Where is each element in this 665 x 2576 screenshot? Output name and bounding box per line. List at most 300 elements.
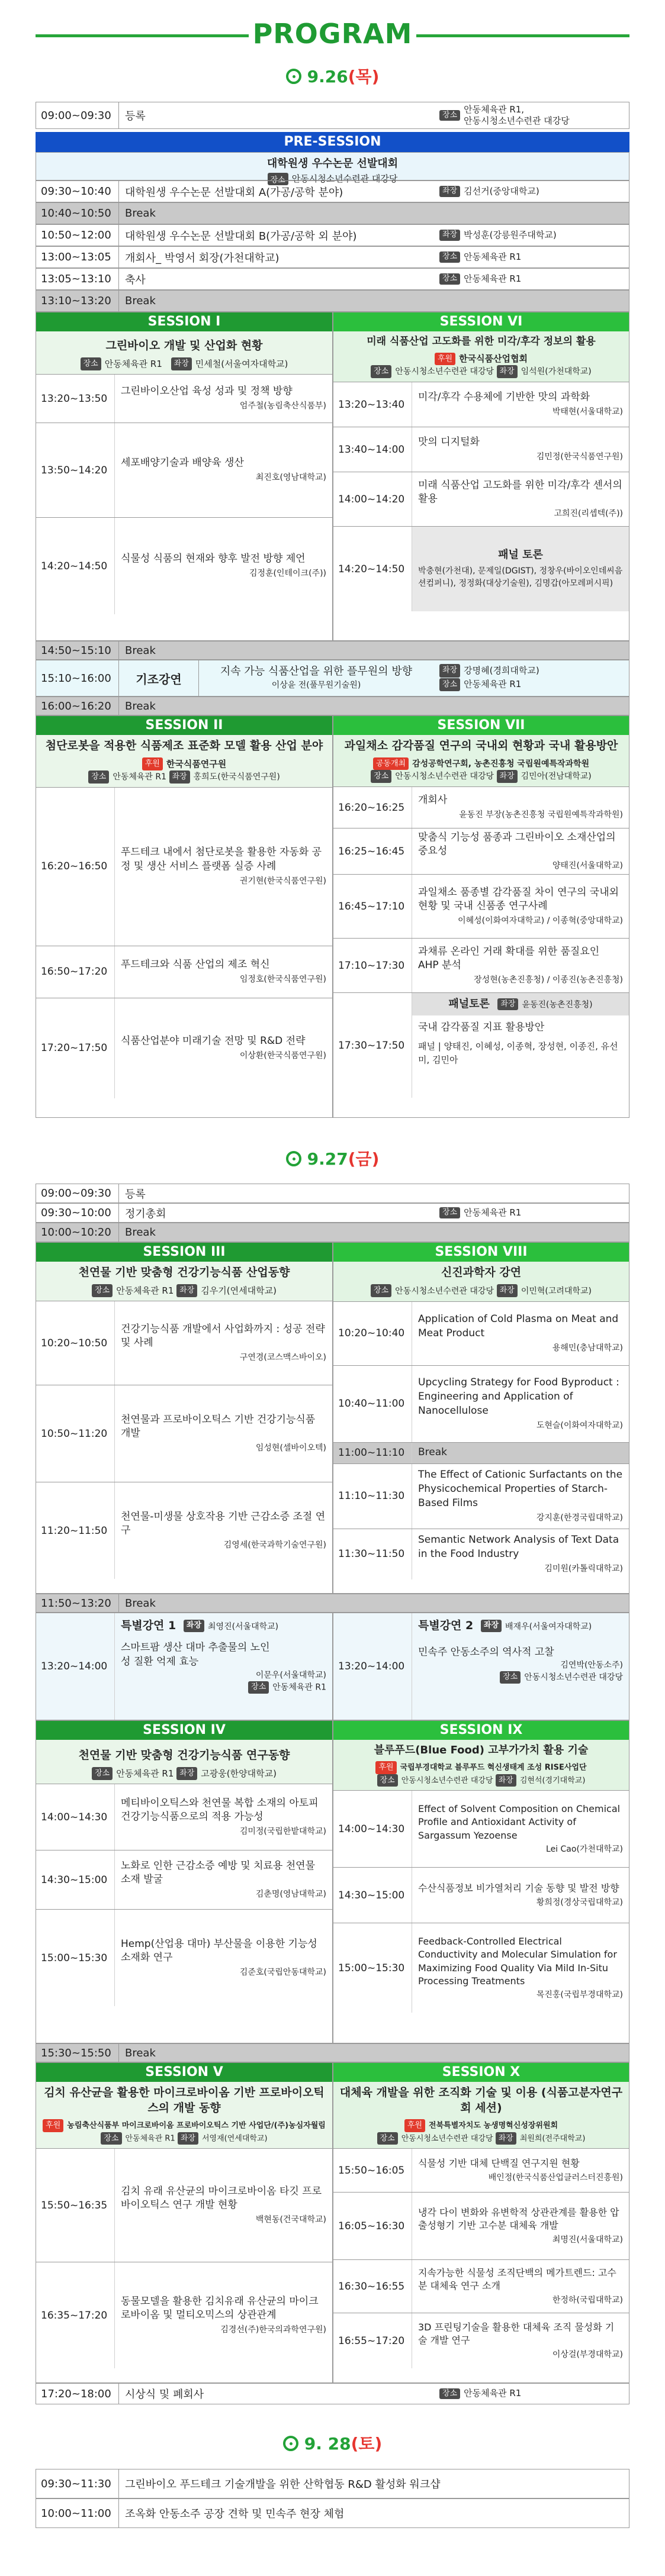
keynote-location: 안동체육관 R1 — [464, 679, 522, 690]
item-title: 메티바이오틱스와 천연물 복합 소재의 아토피건강기능식품으로의 적용 가능성 — [121, 1797, 319, 1823]
item-speaker: 이상걸(부경대학교) — [552, 2349, 623, 2359]
location-tag: 장소 — [371, 770, 391, 783]
location-tag: 장소 — [377, 1774, 398, 1787]
general-meeting-row — [36, 1203, 629, 1223]
item-title: 맞춤식 기능성 품종과 그린바이오 소재산업의 중요성 — [418, 831, 616, 857]
session-5-item — [36, 2148, 332, 2262]
item-time: 15:00~15:30 — [333, 1923, 412, 2013]
item-body — [115, 1385, 332, 1482]
session-1-title: 그린바이오 개발 및 산업화 현황 — [36, 331, 332, 357]
item-time: 14:30~15:00 — [333, 1868, 412, 1923]
item-time: 13:20~14:00 — [333, 1613, 412, 1720]
item-speaker: 권기현(한국식품연구원) — [239, 876, 326, 886]
session-9-item — [333, 1923, 629, 2013]
row-location — [433, 1204, 629, 1222]
item-speaker: 김민정(한국식품연구원) — [536, 452, 623, 462]
panel-members: 패널 | 양태진, 이혜성, 이종혁, 장성현, 이종진, 유선미, 김민아 — [418, 1041, 618, 1065]
session-7-host: 감성공학연구회, 농촌진흥청 국립원예특작과학원 — [412, 759, 590, 769]
session-9-title: 블루푸드(Blue Food) 고부가가치 활용 기술 — [333, 1740, 629, 1761]
chair-tag: 좌장 — [497, 998, 518, 1010]
item-body — [412, 2313, 629, 2368]
item-speaker: 강지훈(한경국립대학교) — [536, 1513, 623, 1523]
chair-tag: 좌장 — [439, 230, 460, 241]
session-2-header: SESSION II — [36, 716, 332, 735]
item-speaker: 최진호(영남대학교) — [255, 473, 326, 483]
row-label: 대학원생 우수논문 선발대회 A(가공/공학 분야) — [125, 186, 343, 199]
location-tag: 장소 — [92, 1284, 113, 1297]
session-2-meta — [36, 757, 332, 787]
chair-tag: 좌장 — [439, 186, 460, 197]
row-time: 13:10~13:20 — [36, 291, 119, 311]
row-label: 축사 — [125, 273, 146, 286]
item-title: 푸드테크와 식품 산업의 제조 혁신 — [121, 959, 270, 971]
session-8-item — [333, 1365, 629, 1442]
session-7 — [333, 715, 629, 1118]
location-tag: 장소 — [439, 252, 460, 263]
host-tag: 후원 — [375, 1761, 396, 1774]
break-row — [36, 697, 629, 715]
item-speaker: 용해민(충남대학교) — [552, 1343, 623, 1353]
item-body — [412, 1868, 629, 1923]
session-7-title: 과일채소 감각품질 연구의 국내외 현황과 국내 활용방안 — [333, 735, 629, 757]
item-body — [412, 1443, 629, 1463]
session-6-item — [333, 472, 629, 526]
row-location — [433, 225, 629, 246]
session-5-chair: 서영재(연세대학교) — [202, 2134, 268, 2143]
session-2 — [36, 715, 333, 1118]
item-title: 식물성 기반 대체 단백질 연구지원 현황 — [418, 2158, 580, 2169]
session-4-header: SESSION IV — [36, 1721, 332, 1740]
item-body — [115, 375, 332, 423]
session-4-title: 천연물 기반 맞춤형 건강기능식품 연구동향 — [36, 1740, 332, 1767]
session-7-location: 안동시청소년수련관 대강당 — [395, 772, 494, 782]
row-time: 09:00~09:30 — [36, 1184, 119, 1202]
session-2-item — [36, 998, 332, 1098]
host-tag: 공동개최 — [373, 757, 409, 770]
item-body — [412, 2149, 629, 2192]
item-body — [412, 2260, 629, 2313]
keynote-chair: 강명혜(경희대학교) — [464, 665, 539, 676]
chair-text: 박성훈(강릉원주대학교) — [464, 229, 557, 240]
presession-subtitle: 대학원생 우수논문 선발대회 — [266, 157, 399, 170]
location-text: 안동체육관 R1 — [464, 1207, 522, 1218]
panel-chair: 윤동진(농촌진흥청) — [522, 1000, 593, 1010]
item-body — [412, 875, 629, 938]
session-8-item — [333, 1301, 629, 1365]
header-line-right — [416, 34, 629, 37]
session-5-location: 안동체육관 R1 — [125, 2134, 175, 2143]
item-body — [115, 946, 332, 998]
row-location — [433, 2384, 629, 2404]
session-3-chair: 김우기(연세대학교) — [201, 1285, 277, 1296]
item-title: Break — [418, 1446, 447, 1459]
row-label: Break — [125, 644, 156, 657]
location-tag: 장소 — [371, 1284, 391, 1297]
chair-tag: 좌장 — [176, 1767, 197, 1780]
session-3-meta — [36, 1284, 332, 1301]
session-7-meta — [333, 757, 629, 787]
item-title: 3D 프린팅기술을 활용한 대체육 조직 물성화 기술 개발 연구 — [418, 2322, 615, 2346]
chair-tag: 좌장 — [496, 1774, 516, 1787]
chair-tag: 좌장 — [176, 1284, 197, 1297]
keynote-meta — [433, 660, 629, 696]
session-7-item — [333, 874, 629, 938]
chair-tag: 좌장 — [169, 770, 190, 784]
row-location — [433, 181, 629, 202]
item-body — [115, 423, 332, 517]
session-8-header: SESSION VIII — [333, 1243, 629, 1262]
host-tag: 후원 — [404, 2119, 425, 2132]
item-speaker: 김준호(국립안동대학교) — [239, 1968, 326, 1978]
item-title: Semantic Network Analysis of Text Data in the Food Industry — [418, 1534, 619, 1560]
session-8-break — [333, 1442, 629, 1463]
keynote-label: 기조강연 — [119, 660, 199, 696]
item-speaker: 구연경(코스맥스바이오) — [239, 1353, 326, 1363]
item-speaker: 엄주철(농림축산식품부) — [239, 401, 326, 411]
presession-break-row — [36, 202, 629, 224]
day2-date: 9.27 — [307, 1149, 348, 1169]
session-5-meta — [36, 2119, 332, 2148]
item-time: 16:20~16:50 — [36, 788, 115, 946]
row-time: 13:05~13:10 — [36, 269, 119, 289]
chair-tag: 좌장 — [439, 664, 460, 677]
location-tag: 장소 — [439, 110, 460, 121]
row-location — [433, 269, 629, 289]
session-9-chair: 김현석(경기대학교) — [519, 1776, 586, 1785]
session-10-item — [333, 2192, 629, 2259]
item-time: 15:50~16:35 — [36, 2149, 115, 2262]
day1-heading — [0, 64, 665, 92]
row-time: 10:00~11:00 — [36, 2499, 119, 2527]
clock-icon — [286, 69, 301, 84]
item-speaker: 윤동진 부장(농촌진흥청 국립원예특작과학원) — [459, 810, 623, 820]
item-title: 푸드테크 내에서 첨단로봇을 활용한 자동화 공정 및 생산 서비스 플랫폼 실증 사례 — [121, 846, 322, 873]
item-title: Application of Cold Plasma on Meat and Meat Product — [418, 1313, 619, 1339]
location-text: 안동체육관 R1 — [464, 273, 522, 284]
item-time: 11:00~11:10 — [333, 1443, 412, 1463]
item-time: 16:55~17:20 — [333, 2313, 412, 2368]
item-time: 16:20~16:25 — [333, 787, 412, 828]
session-4-location: 안동체육관 R1 — [116, 1768, 174, 1779]
item-body — [115, 1784, 332, 1850]
session-9-meta — [333, 1761, 629, 1790]
item-body — [115, 788, 332, 946]
presession-row-a — [36, 180, 629, 202]
item-body — [412, 1923, 629, 2013]
host-tag: 후원 — [142, 757, 163, 770]
day3-heading — [0, 2431, 665, 2459]
session-4-item — [36, 1850, 332, 1909]
item-title: 식품산업분야 미래기술 전망 및 R&D 전략 — [121, 1035, 306, 1047]
clock-icon — [283, 2436, 298, 2451]
session-5-item — [36, 2262, 332, 2368]
item-body — [412, 382, 629, 427]
item-speaker: 김춘명(영남대학교) — [255, 1890, 326, 1900]
row-label: Break — [125, 1226, 156, 1239]
item-body — [412, 427, 629, 472]
item-time: 10:20~10:50 — [36, 1301, 115, 1385]
session-2-host: 한국식품연구원 — [166, 758, 227, 769]
session-10 — [333, 2062, 629, 2383]
clock-icon — [286, 1151, 301, 1166]
session-8-meta — [333, 1284, 629, 1301]
session-1-location: 안동체육관 R1 — [104, 358, 162, 369]
program-header — [36, 12, 629, 58]
session-5-title: 김치 유산균을 활용한 마이크로바이옴 기반 프로바이오틱스의 개발 동향 — [36, 2082, 332, 2119]
keynote-speaker: 이상윤 전(풀무원기술원) — [271, 681, 361, 691]
row-location — [433, 102, 629, 128]
session-8-title: 신진과학자 강연 — [333, 1262, 629, 1284]
item-body — [115, 518, 332, 614]
break-row — [36, 2043, 629, 2062]
special-2-location: 안동시청소년수련관 대강당 — [524, 1672, 623, 1682]
row-time: 11:50~13:20 — [36, 1594, 119, 1612]
host-tag: 후원 — [43, 2119, 63, 2132]
session-7-chair: 김민아(전남대학교) — [521, 772, 592, 782]
item-time: 16:05~16:30 — [333, 2193, 412, 2259]
item-title: 건강기능식품 개발에서 사업화까지 : 성공 전략 및 사례 — [121, 1323, 325, 1349]
item-time: 10:50~11:20 — [36, 1385, 115, 1482]
row-label: 시상식 및 폐회사 — [125, 2388, 204, 2401]
item-title: 개회사 — [418, 794, 448, 807]
item-time: 13:20~13:50 — [36, 375, 115, 423]
item-body — [412, 472, 629, 526]
item-speaker: 양태진(서울대학교) — [552, 861, 623, 871]
session-9-item — [333, 1867, 629, 1923]
session-8-item — [333, 1529, 629, 1579]
item-time: 13:20~13:40 — [333, 382, 412, 427]
special-2-title: 민속주 안동소주의 역사적 고찰 — [418, 1646, 554, 1658]
item-body — [115, 1850, 332, 1909]
item-speaker: 장성현(농촌진흥청) / 이종진(농촌진흥청) — [474, 975, 623, 985]
item-speaker: 이상환(한국식품연구원) — [239, 1050, 326, 1060]
session-6-item — [333, 382, 629, 427]
item-body — [115, 1910, 332, 2006]
day2-heading — [0, 1146, 665, 1175]
item-title: Feedback-Controlled Electrical Conductivity and Molecular Simulation for Maximizing Food Quality Via Mild In-Situ Processing Treatments — [418, 1935, 617, 1987]
chair-text: 김선거(중앙대학교) — [464, 185, 539, 196]
host-tag: 후원 — [435, 353, 455, 366]
session-7-item — [333, 938, 629, 992]
item-title: 그린바이오산업 육성 성과 및 정책 방향 — [121, 385, 293, 398]
program-title: PROGRAM — [252, 18, 413, 50]
session-1-meta — [36, 357, 332, 375]
chair-tag: 좌장 — [497, 365, 518, 378]
tour-row — [36, 2498, 629, 2528]
row-time: 09:30~10:40 — [36, 181, 119, 202]
session-3-item — [36, 1385, 332, 1482]
item-title: 천연물과 프로바이오틱스 기반 건강기능식품 개발 — [121, 1413, 316, 1440]
session-7-panel — [333, 992, 629, 1098]
item-speaker: 도현슬(이화여자대학교) — [536, 1420, 623, 1430]
session-3 — [36, 1242, 333, 1594]
row-label: Break — [125, 2046, 156, 2059]
session-10-item — [333, 2148, 629, 2192]
item-time: 13:20~14:00 — [36, 1613, 115, 1720]
item-speaker: Lei Cao(가천대학교) — [546, 1845, 623, 1855]
item-title: 냉각 다이 변화와 유변학적 상관관계를 활용한 압출성형기 기반 고수분 대체육 개발 — [418, 2207, 619, 2232]
panel-header — [412, 993, 629, 1015]
session-3-title: 천연물 기반 맞춤형 건강기능식품 산업동향 — [36, 1262, 332, 1284]
session-1-header: SESSION I — [36, 312, 332, 331]
row-label: 등록 — [125, 110, 146, 122]
item-speaker: 배인정(한국식품산업클러스터진흥원) — [488, 2172, 623, 2182]
row-time: 10:50~12:00 — [36, 225, 119, 246]
session-10-chair: 최원희(전주대학교) — [519, 2134, 586, 2143]
presession-subheader — [36, 152, 629, 185]
item-body — [115, 1482, 332, 1579]
session-9-item — [333, 1790, 629, 1867]
item-title: 세포배양기술과 배양육 생산 — [121, 457, 244, 469]
special-2-body — [412, 1613, 629, 1720]
row-time: 14:50~15:10 — [36, 641, 119, 659]
row-label: 그린바이오 푸드테크 기술개발을 위한 산학협동 R&D 활성화 워크샵 — [125, 2478, 441, 2491]
item-speaker: 황희정(경상국립대학교) — [536, 1897, 623, 1907]
item-speaker: 임정호(한국식품연구원) — [239, 974, 326, 984]
location-text: 안동체육관 R1 — [464, 2388, 522, 2399]
item-time: 14:00~14:30 — [333, 1791, 412, 1867]
chair-tag: 좌장 — [171, 357, 192, 370]
item-time: 14:20~14:50 — [36, 518, 115, 614]
panel-members: 박충현(가천대), 문제일(DGIST), 정창우(바이오인데씨음션컴퍼니), 정정화(대상기술원), 김명갑(아모레퍼시픽) — [418, 566, 623, 589]
item-time: 13:40~14:00 — [333, 427, 412, 472]
row-label: Break — [125, 1597, 156, 1610]
session-3-header: SESSION III — [36, 1243, 332, 1262]
item-speaker: 고희진(리셉텍(주)) — [554, 509, 623, 519]
row-time: 15:10~16:00 — [36, 660, 119, 696]
item-title: Upcycling Strategy for Food Byproduct : Engineering and Application of Nanocellulose — [418, 1376, 619, 1417]
session-8 — [333, 1242, 629, 1594]
session-6-host: 한국식품산업협회 — [459, 353, 528, 364]
row-label: 대학원생 우수논문 선발대회 B(가공/공학 외 분야) — [125, 230, 357, 243]
row-label: Break — [125, 207, 156, 220]
special-1-location: 안동체육관 R1 — [272, 1682, 326, 1692]
item-title: 과채류 온라인 거래 확대를 위한 품질요인 AHP 분석 — [418, 945, 600, 972]
row-label: 정기총회 — [125, 1207, 166, 1220]
item-title: 식물성 식품의 현재와 향후 발전 방향 제언 — [121, 553, 306, 565]
day1-dow: (목) — [348, 67, 380, 86]
day1-date: 9.26 — [307, 67, 348, 86]
item-body — [412, 828, 629, 874]
session-2-item — [36, 787, 332, 946]
session-6-chair: 임석원(가천대학교) — [521, 367, 592, 377]
item-speaker: 김미정(국립한밭대학교) — [239, 1827, 326, 1837]
item-body — [412, 1366, 629, 1442]
session-10-title: 대체육 개발을 위한 조직화 기술 및 이용 (식품고분자연구회 세션) — [333, 2082, 629, 2119]
session-9 — [333, 1720, 629, 2043]
panel-title: 패널토론 — [448, 998, 490, 1011]
item-speaker: 최명진(서울대학교) — [552, 2235, 623, 2245]
item-speaker: 박태현(서울대학교) — [552, 407, 623, 417]
item-time: 14:00~14:20 — [333, 472, 412, 526]
location-tag: 장소 — [101, 2132, 121, 2145]
chair-tag: 좌장 — [178, 2132, 198, 2145]
day2-registration-row — [36, 1184, 629, 1203]
break-row — [36, 290, 629, 312]
item-speaker: 김경선(주)한국의과학연구원) — [220, 2325, 326, 2335]
session-1-item — [36, 374, 332, 423]
panel-topic: 국내 감각품질 지표 활용방안 — [418, 1021, 545, 1033]
location-tag: 장소 — [268, 173, 288, 185]
special-1-body — [115, 1613, 332, 1720]
item-time: 15:50~16:05 — [333, 2149, 412, 2192]
item-time: 16:25~16:45 — [333, 828, 412, 874]
session-10-header: SESSION X — [333, 2063, 629, 2082]
chair-tag: 좌장 — [497, 1284, 518, 1297]
break-row — [36, 1223, 629, 1242]
row-label: 개회사_ 박영서 회장(가천대학교) — [125, 252, 280, 265]
item-time: 17:10~17:30 — [333, 939, 412, 992]
session-6-item — [333, 427, 629, 472]
item-speaker: 김미원(카톨릭대학교) — [544, 1563, 623, 1574]
presession-row-b — [36, 224, 629, 246]
item-title: 미래 식품산업 고도화를 위한 미각/후각 센서의 활용 — [418, 479, 622, 505]
session-6-panel — [333, 526, 629, 611]
congrats-row — [36, 268, 629, 290]
session-9-header: SESSION IX — [333, 1721, 629, 1740]
day2-dow: (금) — [348, 1149, 380, 1169]
session-7-item — [333, 828, 629, 874]
session-9-host: 국립부경대학교 블루푸드 혁신생태계 조성 RISE사업단 — [400, 1763, 587, 1772]
item-title: 지속가능한 식물성 조직단백의 메가트렌드: 고수분 대체육 연구 소개 — [418, 2267, 616, 2292]
row-label: 등록 — [125, 1188, 146, 1201]
item-title: Effect of Solvent Composition on Chemical Profile and Antioxidant Activity of Sargassum Yezoense — [418, 1803, 621, 1841]
chair-tag: 좌장 — [184, 1620, 204, 1632]
row-time: 16:00~16:20 — [36, 697, 119, 715]
item-title: 과일채소 품종별 감각품질 차이 연구의 국내외 현황 및 국내 신품종 연구사례 — [418, 886, 619, 913]
item-time: 14:00~14:30 — [36, 1784, 115, 1850]
item-body — [115, 2149, 332, 2262]
session-8-item — [333, 1463, 629, 1529]
session-6-header: SESSION VI — [333, 312, 629, 331]
item-body — [412, 1464, 629, 1529]
session-9-location: 안동시청소년수련관 대강당 — [401, 1776, 493, 1785]
day3-date: 9. 28 — [304, 2434, 351, 2454]
item-body — [412, 993, 629, 1098]
item-speaker: 임성현(셀바이오텍) — [255, 1443, 326, 1453]
location-tag: 장소 — [248, 1681, 269, 1694]
session-4-item — [36, 1784, 332, 1850]
special-1-title: 스마트팜 생산 대마 추출물의 노인성 질환 억제 효능 — [121, 1641, 270, 1668]
item-title: 노화로 인한 근감소증 예방 및 치료용 천연물 소재 발굴 — [121, 1859, 316, 1886]
location-tag: 장소 — [377, 2132, 398, 2145]
session-1-item — [36, 517, 332, 614]
chair-tag: 좌장 — [496, 2132, 516, 2145]
item-time: 17:20~17:50 — [36, 998, 115, 1098]
session-8-location: 안동시청소년수련관 대강당 — [395, 1286, 494, 1296]
item-title: 수산식품정보 비가열처리 기술 동향 및 발전 방향 — [418, 1882, 619, 1894]
session-1-item — [36, 423, 332, 517]
item-speaker: 한정하(국립대학교) — [552, 2295, 623, 2305]
session-2-item — [36, 946, 332, 998]
location-tag: 장소 — [81, 357, 101, 370]
session-10-location: 안동시청소년수련관 대강당 — [401, 2134, 493, 2143]
session-4-item — [36, 1909, 332, 2006]
session-10-meta — [333, 2119, 629, 2148]
item-time: 15:00~15:30 — [36, 1910, 115, 2006]
row-time: 15:30~15:50 — [36, 2044, 119, 2062]
session-4-chair: 고광웅(한양대학교) — [201, 1768, 277, 1779]
row-label: 조옥화 안동소주 공장 견학 및 민속주 현장 체험 — [125, 2508, 345, 2520]
session-10-item — [333, 2313, 629, 2368]
item-time: 11:10~11:30 — [333, 1464, 412, 1529]
item-body — [115, 1301, 332, 1385]
break-row — [36, 1594, 629, 1613]
session-3-item — [36, 1482, 332, 1579]
location-tag: 장소 — [88, 770, 109, 784]
special-2-speaker: 김연박(안동소주) — [560, 1661, 623, 1671]
session-4-meta — [36, 1767, 332, 1784]
